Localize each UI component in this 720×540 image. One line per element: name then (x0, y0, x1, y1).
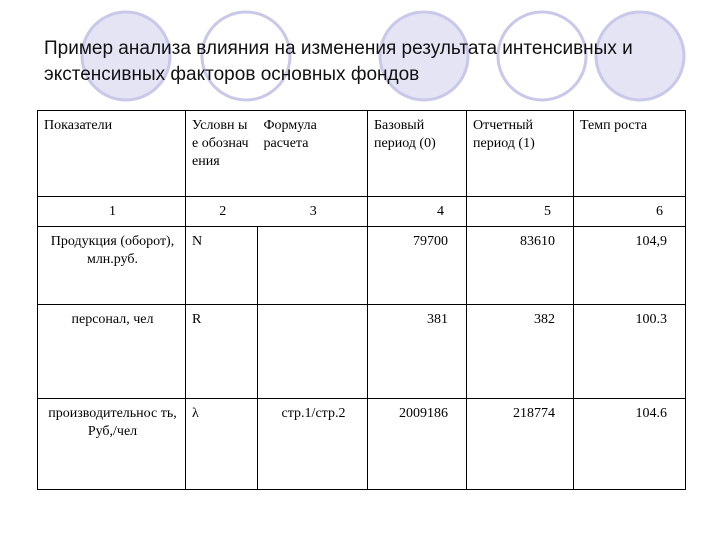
fixed-assets-table (37, 110, 686, 490)
row-base: 381 (368, 305, 467, 399)
slide-title: Пример анализа влияния на изменения результата интенсивных и экстенсивных факторов основных фондов (44, 38, 633, 85)
row-base: 2009186 (368, 399, 467, 490)
row-growth: 100.3 (574, 305, 686, 399)
row-report: 218774 (467, 399, 574, 490)
table-row (38, 305, 686, 399)
header-indicators: Показатели (38, 111, 186, 197)
header-row (38, 111, 686, 197)
header-growth-rate: Темп роста (574, 111, 686, 197)
row-formula (258, 227, 368, 305)
column-number-2: 2 (186, 197, 258, 227)
row-growth: 104.6 (574, 399, 686, 490)
row-symbol: λ (186, 399, 258, 490)
table-row (38, 399, 686, 490)
row-report: 83610 (467, 227, 574, 305)
row-name: производительнос ть, Руб,/чел (38, 399, 186, 490)
table-row (38, 227, 686, 305)
column-number-5: 5 (467, 197, 574, 227)
header-base-period: Базовый период (0) (368, 111, 467, 197)
row-name: Продукция (оборот), млн.руб. (38, 227, 186, 305)
row-base: 79700 (368, 227, 467, 305)
column-number-4: 4 (368, 197, 467, 227)
row-formula (258, 305, 368, 399)
column-number-6: 6 (574, 197, 686, 227)
row-symbol: R (186, 305, 258, 399)
column-number-1: 1 (38, 197, 186, 227)
row-report: 382 (467, 305, 574, 399)
header-formula: Формула расчета (258, 111, 368, 197)
header-report-period: Отчетный период (1) (467, 111, 574, 197)
column-number-3: 3 (258, 197, 368, 227)
header-symbols: Условн ые обознач ения (186, 111, 258, 197)
row-symbol: N (186, 227, 258, 305)
row-formula: стр.1/стр.2 (258, 399, 368, 490)
row-name: персонал, чел (38, 305, 186, 399)
row-growth: 104,9 (574, 227, 686, 305)
column-number-row (38, 197, 686, 227)
